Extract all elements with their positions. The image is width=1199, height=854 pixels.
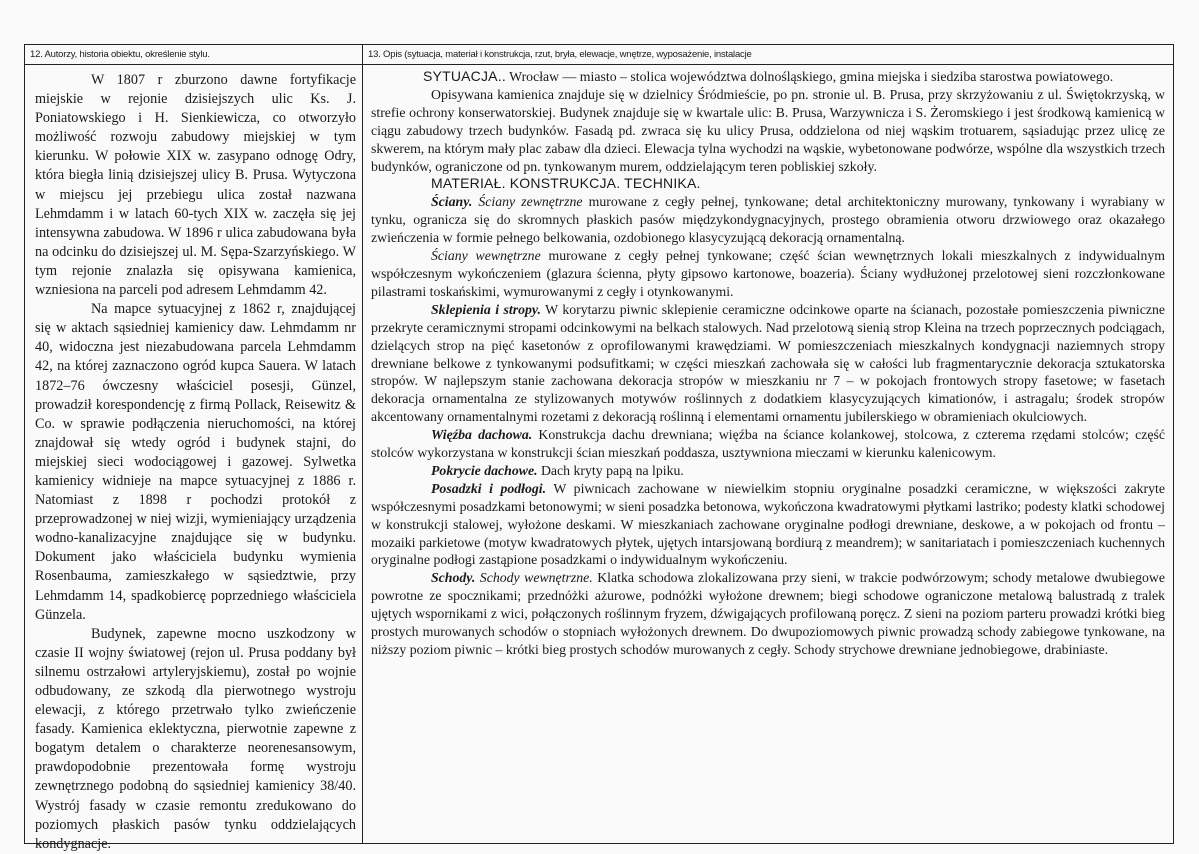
history-paragraph: Budynek, zapewne mocno uszkodzony w czasie II wojny światowej (rejon ul. Prusa poddany był silnemu ostrzałowi artyleryjskiemu), został po wojnie odbudowany, ze szkodą dla pierwotnego wystroju elewacji, z którego przetrwało tylko zwieńczenie fasady. Kamienica eklektyczna, pierwotnie zapewne z bogatym detalem o charakterze neorenesansowym, prawdopodobnie prezentowała formę wystroju zewnętrznego podobną do sąsiedniej kamienicy 38/40. Wystrój fasady w czasie remontu zredukowano do poziomych płaskich pasów tynku oddzielających kondygnacje. bbox=[35, 625, 356, 852]
roofing-paragraph bbox=[371, 462, 1165, 480]
situation-paragraph bbox=[371, 68, 1165, 86]
walls-paragraph bbox=[371, 193, 1165, 247]
roofing-label: Pokrycie dachowe. bbox=[431, 462, 538, 478]
history-column bbox=[25, 45, 363, 852]
document-sheet bbox=[24, 44, 1174, 852]
roof-truss-text: Konstrukcja dachu drewniana; więźba na ściance kolankowej, stolcowa, z czterema rzędami stolców; część stolców wykorzystana w konstrukcji ścian mieszkań poddasza, usztywniona mieczami w kierunku kalenicowym. bbox=[371, 427, 1165, 461]
walls-label: Ściany. bbox=[431, 194, 473, 210]
stairs-paragraph bbox=[371, 569, 1165, 659]
description-column bbox=[363, 45, 1173, 843]
vaults-paragraph bbox=[371, 301, 1165, 426]
description-column-header: 13. Opis (sytuacja, materiał i konstrukcja, rzut, bryła, elewacje, wnętrze, wyposażenie, instalacje bbox=[363, 45, 1173, 65]
situation-intro: Wrocław — miasto – stolica województwa dolnośląskiego, gmina miejska i siedziba starostwa powiatowego. bbox=[505, 69, 1114, 84]
stairs-label: Schody. bbox=[431, 570, 476, 586]
internal-walls-label: Ściany wewnętrzne bbox=[431, 248, 541, 264]
roofing-text: Dach kryty papą na lpiku. bbox=[537, 462, 684, 478]
internal-walls-paragraph bbox=[371, 247, 1165, 301]
roof-truss-label: Więźba dachowa. bbox=[431, 427, 533, 443]
external-walls-label: Ściany zewnętrzne bbox=[472, 194, 583, 210]
floors-paragraph bbox=[371, 480, 1165, 570]
vaults-text: W korytarzu piwnic sklepienie ceramiczne odcinkowe oparte na ścianach, pozostałe pomieszczenia piwniczne przekryte ceramicznymi stropami odcinkowymi na belkach stalowych. Nad przelotową sienią strop Kleina na trzech poprzecznych podciągach, dzielących strop na pięć kasetonów z oprofilowanymi krawędziami. W pomieszczeniach mieszkalnych kondygnacji naziemnych stropy drewniane belkowe z tynkowanymi podsufitkami; w części mieszkań zachowała się w całości lub fragmentarycznie dekoracja sztukatorska stropów. W najlepszym stanie zachowana dekoracja stropów w mieszkaniu nr 7 – w pokojach frontowych stropy fasetowe; w fasetach dekoracja ornamentalna ze stylizowanych motywów roślinnych z dodatkiem klasycyzujących kimationów, i astragalu; środek stropów akcentowany ornamentalnymi rozetami z dekoracją roślinną i elementami ornamentu jubilerskiego w obramieniach okulciowych. bbox=[371, 301, 1165, 425]
history-paragraph: W 1807 r zburzono dawne fortyfikacje miejskie w rejonie dzisiejszych ulic Ks. J. Poniatowskiego i H. Sienkiewicza, co otworzyło możliwość rozwoju zabudowy miejskiej w tym kierunku. W połowie XIX w. zasypano odnogę Odry, która biegła linią dzisiejszej ulicy B. Prusa. Wytyczona w miejscu jej przebiegu ulica został nazwana Lehmdamm i w latach 60-tych XIX w. zaczęła się jej intensywna zabudowa. W 1896 r ulica zabudowana była na odcinku do dzisiejszej ul. M. Sępa-Szarzyńskiego. W tym rejonie znalazła się opisywana kamienica, wzniesiona na parceli pod adresem Lehmdamm 42. bbox=[35, 72, 356, 299]
floors-text: W piwnicach zachowane w niewielkim stopniu oryginalne posadzki ceramiczne, w większości zakryte współczesnymi posadzkami betonowymi; w sieni posadzka betonowa, wykończona kwadratowymi płytkami lastriko; podesty klatki schodowej w konstrukcji stalowej, wyłożone deskami. W mieszkaniach zachowane oryginalne podłogi drewniane, deskowe, a w pokojach od frontu – mozaiki parkietowe (motyw kwadratowych płytek, ujętych intarsjowaną bordiurą z meandrem); w sanitariatach i pomieszczeniach kuchennych oryginalne podłogi zastąpione posadzkami o indywidualnym wykończeniu. bbox=[371, 480, 1165, 568]
stairs-text: Klatka schodowa zlokalizowana przy sieni, w trakcie podwórzowym; schody metalowe dwubiegowe powrotne ze spocznikami; przednóżki ażurowe, podnóżki wyłożone drewnem; biegi schodowe ograniczone metalową balustradą z tralek ujętych wspornikami z wici, połączonych roślinnym fryzem, dźwigających profilowaną poręcz. Z sieni na poziom parteru prowadzi krótki bieg prostych murowanych schodów o stopniach wyłożonych drewnem. Do dwupoziomowych piwnic prowadzą schody zabiegowe tynkowane, na niższy poziom piwnic – krótki bieg prostych schodów murowanych z cegły. Schody strychowe drewniane jednobiegowe, drabiniaste. bbox=[371, 570, 1165, 657]
material-heading: MATERIAŁ. KONSTRUKCJA. TECHNIKA. bbox=[431, 175, 701, 192]
description-text bbox=[363, 65, 1173, 659]
stairs-sublabel: Schody wewnętrzne. bbox=[475, 570, 593, 586]
history-text bbox=[25, 65, 362, 854]
vaults-label: Sklepienia i stropy. bbox=[431, 301, 541, 317]
roof-truss-paragraph bbox=[371, 426, 1165, 462]
history-paragraph: Na mapce sytuacyjnej z 1862 r, znajdującej się w aktach sąsiedniej kamienicy daw. Lehmdamm nr 40, widoczna jest niezabudowana parcela Lehmdamm 42, na której zaznaczono ogród kupca Sauera. W latach 1872–76 ówczesny właściciel posesji, Günzel, prowadził korespondencję z firmą Pollack, Reisewitz & Co. w sprawie podłączenia nieruchomości, na której znajdował się wtedy ogród i budynek stajni, do miejskiej sieci wodociągowej i gazowej. Sylwetka kamienicy widnieje na mapce sytuacyjnej z 1886 r. Natomiast z 1898 r pochodzi protokół z przeprowadzonej w niej wizji, wymieniający urządzenia wodno-kanalizacyjne znajdujące się w budynku. Dokument jako właściciela budynku wymienia Rosenbauma, zamieszkałego w sąsiedztwie, przy Lehmdamm 14, spadkobiercę poprzedniego właściciela Günzela. bbox=[35, 301, 356, 623]
location-paragraph: Opisywana kamienica znajduje się w dzielnicy Śródmieście, po pn. stronie ul. B. Prusa, przy skrzyżowaniu z ul. Świętokrzyską, w strefie ochrony konserwatorskiej. Budynek znajduje się w kwartale ulic: B. Prusa, Warzywnicza i S. Żeromskiego i jest środkową kamienicą w ciągu zabudowy trzech budynków. Fasadą pd. zwraca się ku ulicy Prusa, oddzielona od niej wąskim trotuarem, sąsiadując przez ulicę ze skwerem, na którym mały plac zabaw dla dzieci. Elewacja tylna wychodzi na wąskie, wybetonowane podwórze, wspólne dla wszystkich trzech budynków, ograniczone od pn. tynkowanym murem, oddzielającym teren pobliskiej szkoły. bbox=[371, 86, 1165, 174]
situation-heading: SYTUACJA.. bbox=[423, 68, 506, 84]
floors-label: Posadzki i podłogi. bbox=[431, 480, 547, 496]
external-walls-text: murowane z cegły pełnej, tynkowane; detal architektoniczny murowany, tynkowany i wyrabiany w tynku, ogranicza się do skromnych płaskich pasów międzykondygnacyjnych, prostego obramienia otworu drzwiowego oraz okazałego zwieńczenia w formie pełnego belkowania, ozdobionego klasycyzującą dekoracją ornamentalną. bbox=[371, 194, 1165, 246]
internal-walls-text: murowane z cegły pełnej tynkowane; część ścian wewnętrznych lokali mieszkalnych z indywidualnym współczesnym wykończeniem (glazura ścienna, płyty gipsowo kartonowe, boazeria). Ściany wydłużonej przelotowej sieni rozczłonkowane pilastrami toskańskimi, wymurowanymi z cegły i otynkowanymi. bbox=[371, 248, 1165, 299]
history-column-header: 12. Autorzy, historia obiektu, określenie stylu. bbox=[25, 45, 362, 65]
